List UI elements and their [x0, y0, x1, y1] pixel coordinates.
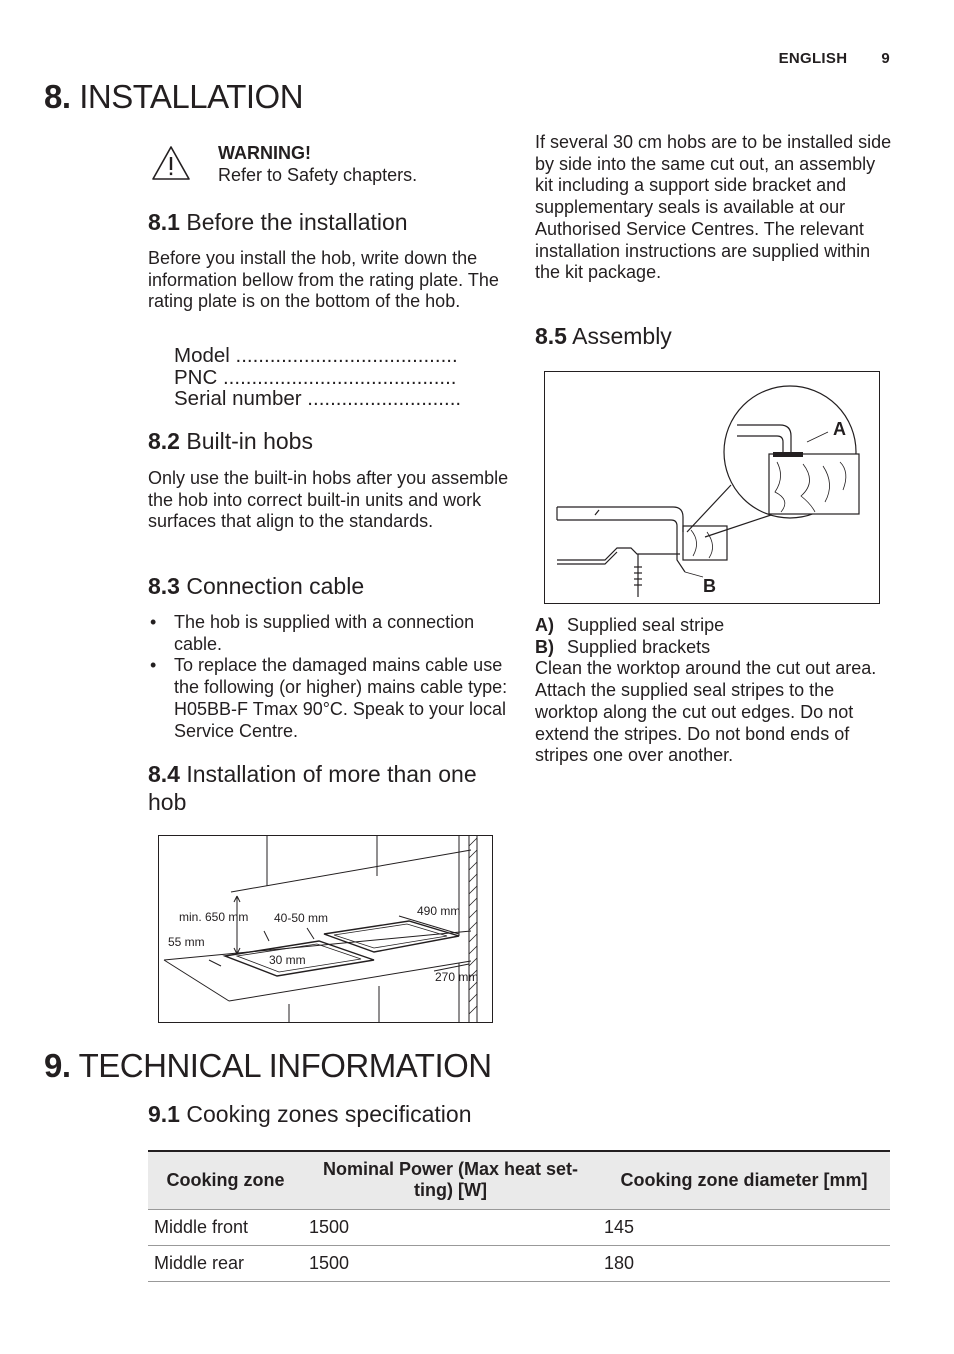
section-8-3-title: 8.3 Connection cable [148, 573, 365, 599]
assembly-legend [535, 615, 895, 767]
assembly-drawing [545, 372, 879, 603]
multiple-hob-installation-diagram [158, 835, 493, 1023]
rating-plate-fields [174, 345, 504, 410]
section-8-1-paragraph: Before you install the hob, write down the information bellow from the rating plate. The rating plate is on the bottom of the hob. [148, 248, 499, 312]
table-cell: Middle front [148, 1209, 303, 1245]
dim-40-50: 40-50 mm [274, 911, 329, 925]
table-cell: Middle rear [148, 1245, 303, 1281]
table-cell: 145 [598, 1209, 890, 1245]
dim-min-650: min. 650 mm [179, 910, 249, 924]
legend-item-a: A) Supplied seal stripe [535, 615, 725, 635]
column-header: Cooking zone diameter [mm] [598, 1151, 890, 1209]
section-8-2-paragraph: Only use the built-in hobs after you assemble the hob into correct built-in units and work surfaces that align to the standards. [148, 468, 509, 532]
table-header-row [148, 1151, 890, 1209]
cooking-zones-table [148, 1150, 890, 1282]
table-row [148, 1245, 890, 1281]
list-item: • The hob is supplied with a connection cable. [148, 612, 510, 655]
section-9-1-title: 9.1 Cooking zones specification [148, 1101, 472, 1127]
chapter-8-title: 8. INSTALLATION [44, 78, 304, 115]
section-8-5-title: 8.5 Assembly [535, 323, 672, 349]
list-item: • To replace the damaged mains cable use the following (or higher) mains cable type: H05BB-F Tmax 90°C. Speak to your local Service Centre. [148, 655, 510, 742]
dim-270: 270 mm [435, 970, 479, 984]
section-8-1-title: 8.1 Before the installation [148, 209, 408, 235]
multiple-hob-kit-paragraph: If several 30 cm hobs are to be installed side by side into the same cut out, an assembly kit including a support side bracket and supplementary seals is available at our Authorised Service Centres. The relevant installation instructions are supplied within the kit package. [535, 132, 892, 283]
dim-490: 490 mm [417, 904, 461, 918]
warning-block [218, 143, 417, 186]
warning-text: Refer to Safety chapters. [218, 164, 418, 185]
chapter-9-title: 9. TECHNICAL INFORMATION [44, 1047, 492, 1084]
language-label: ENGLISH [778, 50, 848, 67]
assembly-diagram [544, 371, 880, 604]
multiple-hob-drawing [159, 836, 492, 1022]
pnc-field: PNC ......................................... [174, 365, 457, 389]
column-header: Cooking zone [148, 1151, 303, 1209]
section-8-4-title: 8.4 Installation of more than one hob [148, 761, 477, 815]
warning-title: WARNING! [218, 143, 311, 163]
page-number: 9 [881, 50, 890, 67]
legend-item-b: B) Supplied brackets [535, 636, 711, 657]
assembly-paragraph: Clean the worktop around the cut out area. Attach the supplied seal stripes to the worktop along the cut out edges. Do not extend the stripes. Do not bond ends of stripes one over another. [535, 658, 877, 766]
table-row [148, 1209, 890, 1245]
dim-30: 30 mm [269, 953, 306, 967]
page-header [779, 50, 890, 67]
table-cell: 1500 [303, 1209, 598, 1245]
dim-55: 55 mm [168, 935, 205, 949]
table-cell: 180 [598, 1245, 890, 1281]
label-a: A [833, 419, 846, 439]
connection-cable-list [148, 612, 510, 742]
model-field: Model ....................................... [174, 344, 458, 367]
table-cell: 1500 [303, 1245, 598, 1281]
column-header: Nominal Power (Max heat set-ting) [W] [303, 1151, 598, 1209]
serial-number-field: Serial number ........................... [174, 387, 462, 411]
label-b: B [703, 576, 716, 596]
section-8-2-title: 8.2 Built-in hobs [148, 428, 313, 454]
warning-icon [150, 144, 192, 187]
